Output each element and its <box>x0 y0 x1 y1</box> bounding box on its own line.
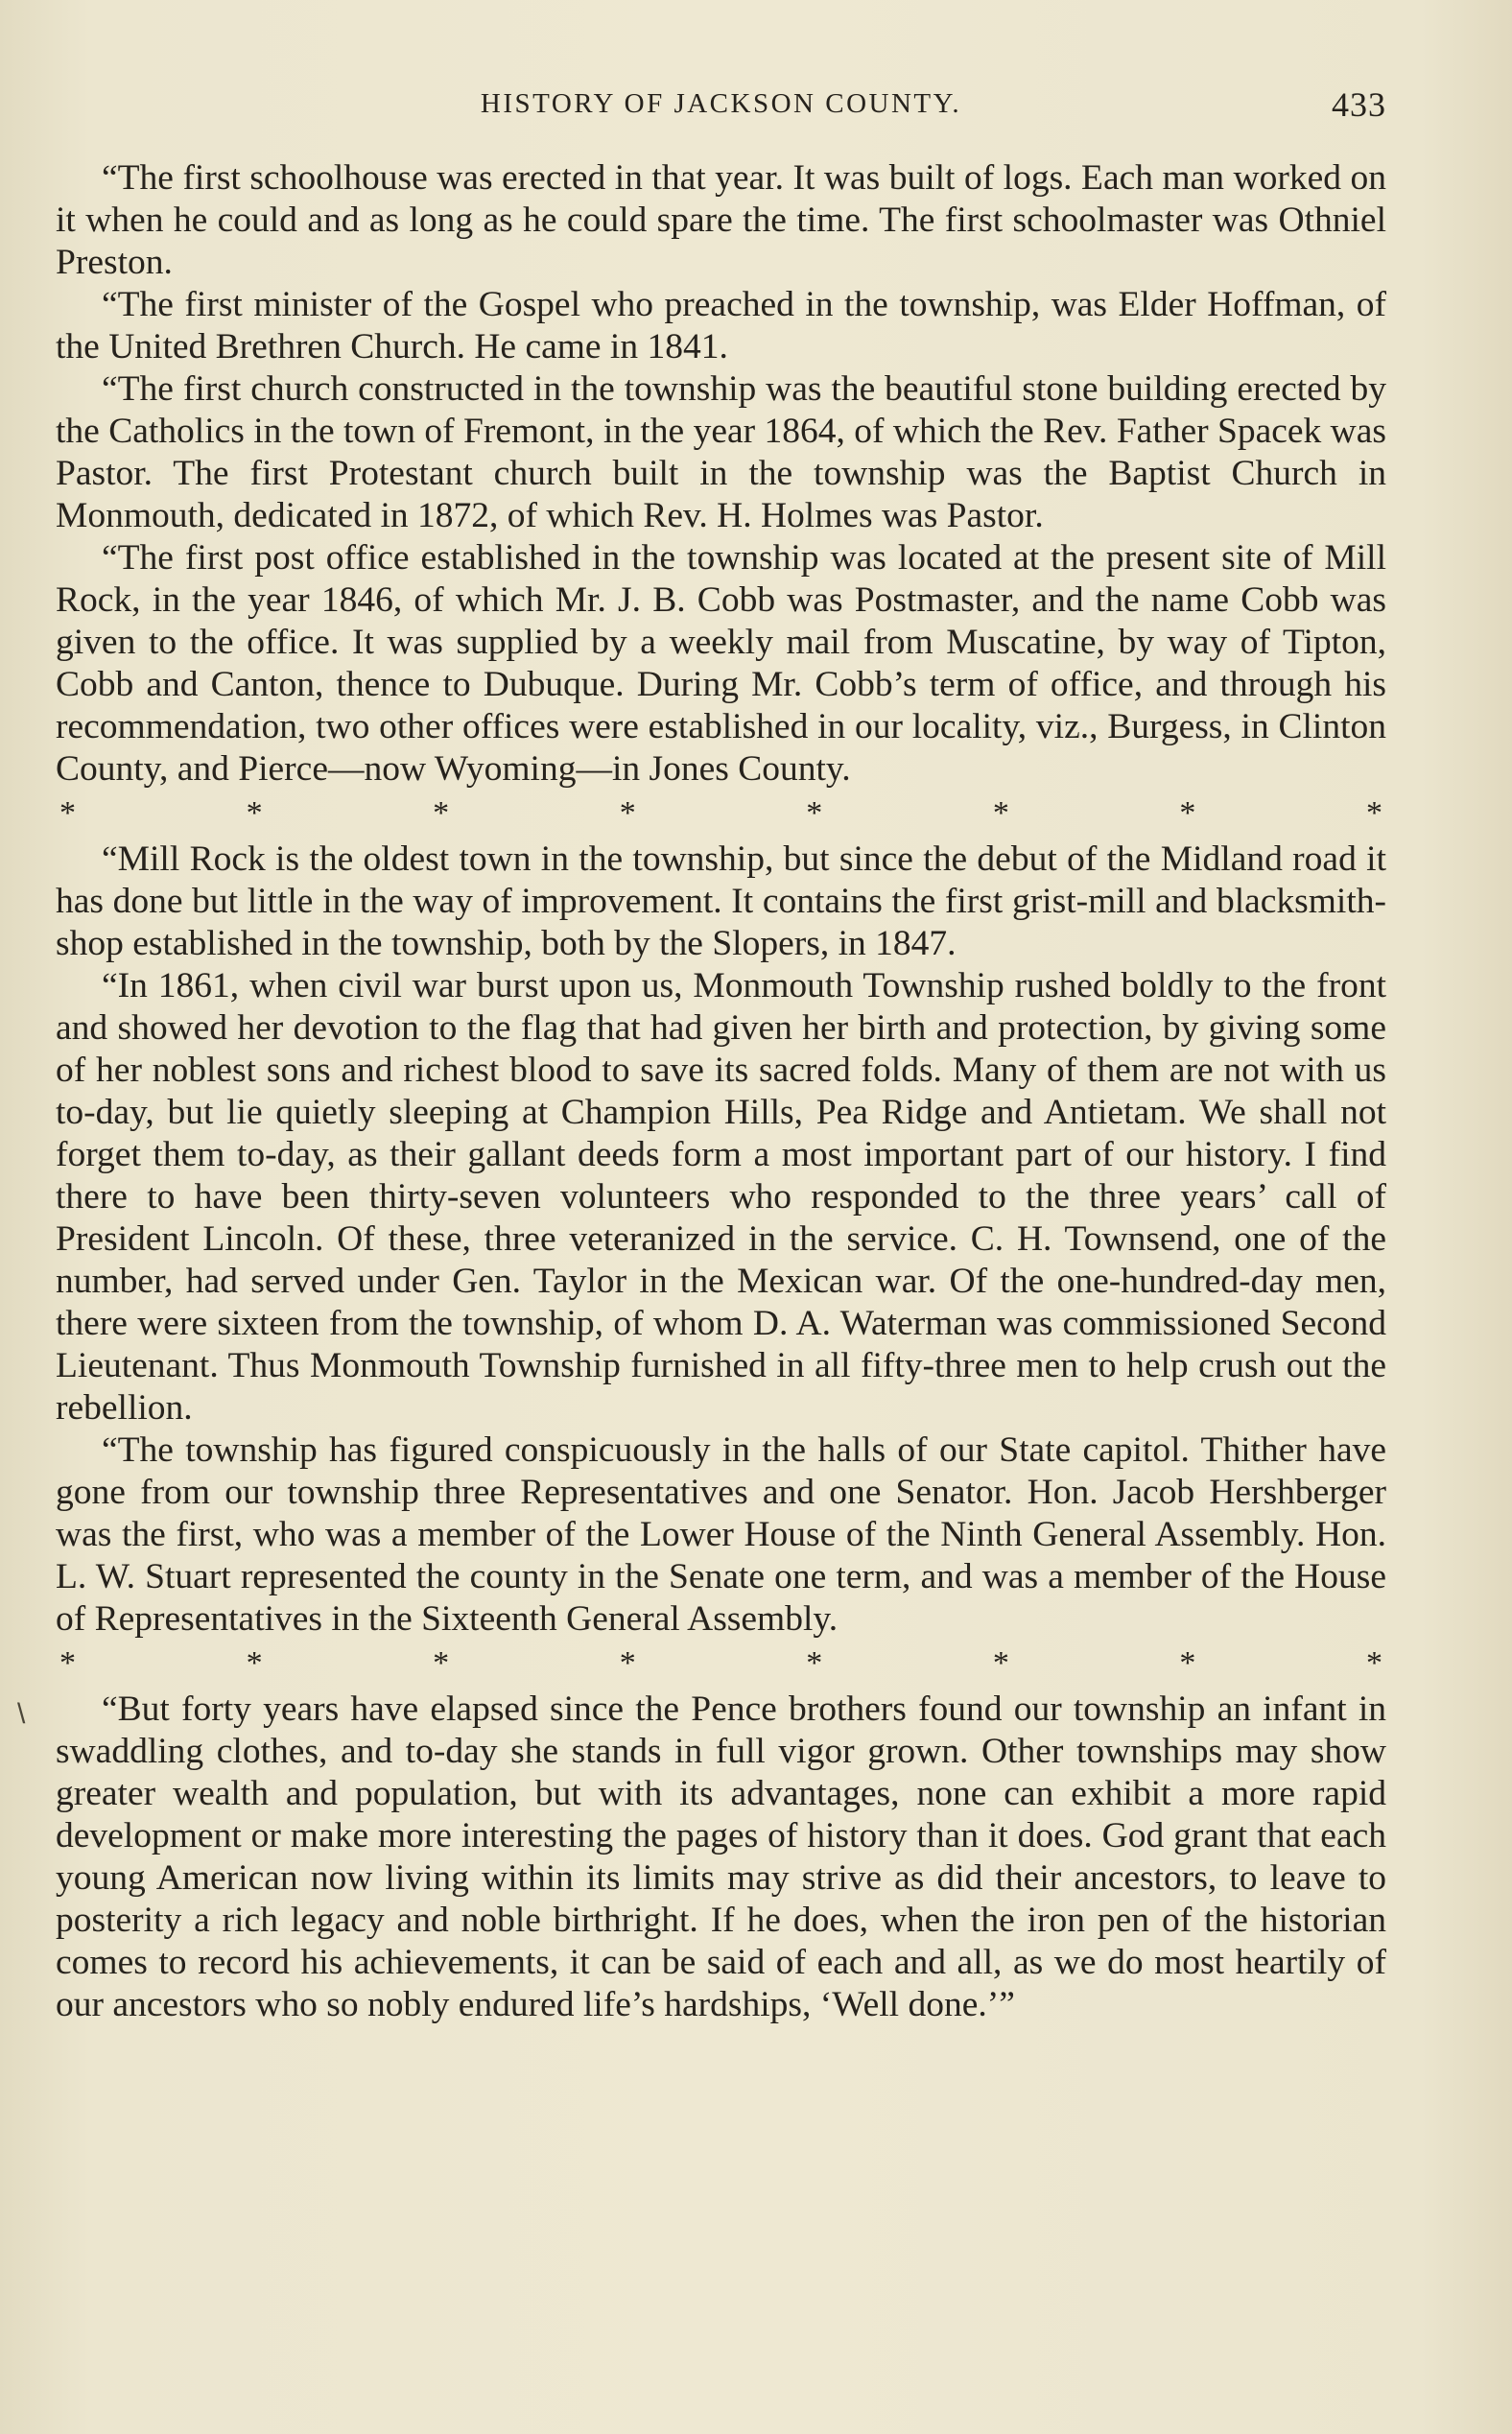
star: * <box>619 1645 636 1681</box>
section-break-stars <box>56 1642 1386 1685</box>
running-title: HISTORY OF JACKSON COUNTY. <box>480 88 962 119</box>
paragraph-civil-war: “In 1861, when civil war burst upon us, Monmouth Township rushed boldly to the front and showed her devotion to the flag that had given her birth and protection, by giving some of her noblest sons and richest blood to save its sacred folds. Many of them are not with us to-day, but lie quietly sleeping at Champion Hills, Pea Ridge and Antietam. We shall not forget them to-day, as their gallant deeds form a most important part of our history. I find there to have been thirty-seven volunteers who responded to the three years’ call of President Lincoln. Of these, three veteranized in the service. C. H. Townsend, one of the number, had served under Gen. Taylor in the Mexican war. Of the one-hundred-day men, there were sixteen from the township, of whom D. A. Waterman was commissioned Second Lieutenant. Thus Monmouth Township furnished in all fifty-three men to help crush out the rebellion. <box>56 966 1386 1428</box>
paragraph-mill-rock: “Mill Rock is the oldest town in the township, but since the debut of the Midland road it has done but little in the way of improvement. It contains the first grist-mill and blacksmith-shop established in the township, both by the Slopers, in 1847. <box>56 839 1386 963</box>
star: * <box>1179 795 1196 831</box>
star: * <box>246 795 263 831</box>
paragraph-post-office: “The first post office established in the township was located at the present site of Mill Rock, in the year 1846, of which Mr. J. B. Cobb was Postmaster, and the name Cobb was given to the office. It was supplied by a weekly mail from Muscatine, by way of Tipton, Cobb and Canton, thence to Dubuque. During Mr. Cobb’s term of office, and through his recommendation, two other offices were established in our locality, viz., Burgess, in Clinton County, and Pierce—now Wyoming—in Jones County. <box>56 538 1386 789</box>
star: * <box>59 795 76 831</box>
body-text <box>56 157 1386 2026</box>
star: * <box>806 795 823 831</box>
star: * <box>1179 1645 1196 1681</box>
star: * <box>1365 1645 1382 1681</box>
star: * <box>619 795 636 831</box>
paragraph-state-capitol: “The township has figured conspicuously in the halls of our State capitol. Thither have gone from our township three Representatives and one Senator. Hon. Jacob Hershberger was the first, who was a member of the Lower House of the Ninth General Assembly. Hon. L. W. Stuart represented the county in the Senate one term, and was a member of the House of Representatives in the Sixteenth General Assembly. <box>56 1430 1386 1639</box>
star: * <box>433 1645 450 1681</box>
star: * <box>59 1645 76 1681</box>
paragraph-schoolhouse: “The first schoolhouse was erected in that year. It was built of logs. Each man worked on it when he could and as long as he could spare the time. The first schoolmaster was Othniel Preston. <box>56 158 1386 282</box>
star: * <box>992 795 1009 831</box>
star: * <box>992 1645 1009 1681</box>
star: * <box>1365 795 1382 831</box>
margin-mark: \ <box>17 1698 26 1730</box>
section-break-stars <box>56 792 1386 835</box>
page-header <box>56 84 1386 134</box>
paragraph-forty-years: “But forty years have elapsed since the Pence brothers found our township an infant in swaddling clothes, and to-day she stands in full vigor grown. Other townships may show greater wealth and population, but with its advantages, none can exhibit a more rapid development or make more interesting the pages of history than it does. God grant that each young American now living within its limits may strive as did their ancestors, to leave to posterity a rich legacy and noble birthright. If he does, when the iron pen of the historian comes to record his achievements, it can be said of each and all, as we do most heartily of our ancestors who so nobly endured life’s hardships, ‘Well done.’” <box>56 1690 1386 2024</box>
paragraph-first-church: “The first church constructed in the township was the beautiful stone building erected by the Catholics in the town of Fremont, in the year 1864, of which the Rev. Father Spacek was Pastor. The first Protestant church built in the township was the Baptist Church in Monmouth, dedicated in 1872, of which Rev. H. Holmes was Pastor. <box>56 369 1386 535</box>
star: * <box>246 1645 263 1681</box>
star: * <box>433 795 450 831</box>
star: * <box>806 1645 823 1681</box>
page-number: 433 <box>1332 85 1386 124</box>
paragraph-first-minister: “The first minister of the Gospel who preached in the township, was Elder Hoffman, of the United Brethren Church. He came in 1841. <box>56 285 1386 366</box>
